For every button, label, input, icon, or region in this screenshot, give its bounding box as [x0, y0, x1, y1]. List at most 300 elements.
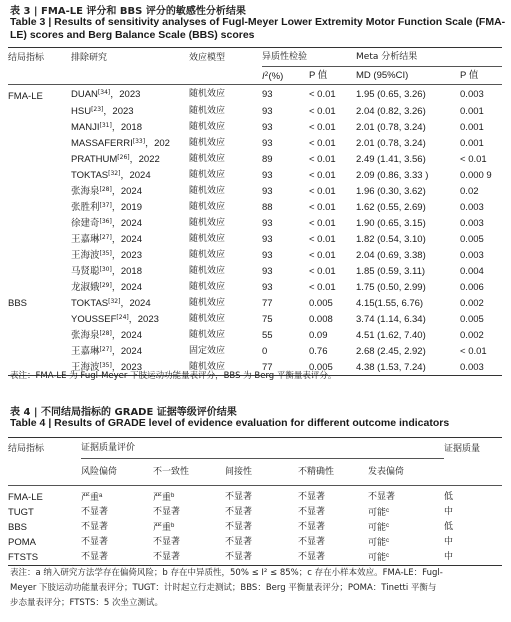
t3-study-ref: [36] [99, 218, 112, 225]
t4-header-quality: 证据质量 [444, 444, 481, 454]
t4-header-indirectness: 间接性 [225, 466, 253, 477]
t4-publication-cell [368, 505, 444, 520]
t3-outcome-cell [8, 199, 71, 215]
t3-i2-cell: 93 [262, 233, 273, 245]
table-row [8, 520, 502, 535]
t3-p-meta-cell: < 0.01 [460, 153, 487, 165]
t3-study-ref: [30] [99, 266, 112, 273]
t3-model-cell: 随机效应 [189, 137, 226, 148]
t4-inconsistency-cell [153, 520, 225, 535]
t3-study-name: 王嘉琳 [71, 234, 100, 245]
t3-i2-cell: 55 [262, 329, 273, 341]
t3-p-het-cell: < 0.01 [309, 217, 336, 229]
t3-study-ref: [31] [99, 122, 112, 129]
t3-model-cell: 随机效应 [189, 201, 226, 212]
t4-imprecision-cell-text: 不显著 [298, 537, 326, 547]
t4-quality-cell-text: 中 [444, 537, 454, 547]
t3-study-name: DUAN [71, 89, 98, 100]
t3-md-cell: 3.74 (1.14, 6.34) [356, 313, 426, 325]
t3-i2-cell: 93 [262, 121, 273, 133]
t3-study-year: 2023 [119, 89, 141, 100]
t4-inconsistency-cell-text: 不显著 [153, 507, 181, 517]
t3-outcome-cell [8, 167, 71, 183]
t3-p-meta-cell: 0.000 9 [460, 169, 492, 181]
t4-risk-cell [81, 505, 153, 520]
t3-header-p-meta: P 值 [460, 70, 479, 81]
t3-study-name: 张海泉 [71, 330, 100, 341]
t3-model-cell: 固定效应 [189, 345, 226, 356]
t3-p-het-cell: < 0.01 [309, 88, 336, 100]
table-row [8, 295, 502, 311]
t3-outcome-cell [8, 151, 71, 167]
t4-imprecision-cell-text: 不显著 [298, 552, 326, 562]
t3-study-ref: [35] [99, 362, 112, 369]
table-row [8, 103, 502, 119]
t3-outcome-cell [8, 311, 71, 327]
t3-p-het-cell: 0.76 [309, 345, 328, 357]
t3-header-i2-sup: 2 [264, 70, 269, 78]
t3-p-het-cell: < 0.01 [309, 153, 336, 165]
t3-study-cell: 王嘉琳[27]，2024 [71, 234, 142, 245]
t3-p-meta-cell: < 0.01 [460, 345, 487, 357]
t3-study-name: MANJI [71, 122, 100, 133]
t3-md-cell: 1.82 (0.54, 3.10) [356, 233, 426, 245]
table-row [8, 199, 502, 215]
t3-md-cell: 1.62 (0.55, 2.69) [356, 201, 426, 213]
t4-publication-cell-text: 可能 [368, 508, 387, 518]
t3-md-cell: 2.01 (0.78, 3.24) [356, 137, 426, 149]
t4-risk-cell [81, 520, 153, 535]
t3-model-cell: 随机效应 [189, 313, 226, 324]
t3-study-name: 龙淑娥 [71, 282, 100, 293]
t3-p-het-cell: < 0.01 [309, 249, 336, 261]
t4-quality-cell-text: 中 [444, 507, 454, 517]
t3-p-meta-cell: 0.003 [460, 249, 484, 261]
table3-caption-cn: 表 3 | FMA-LE 评分和 BBS 评分的敏感性分析结果 [10, 6, 246, 17]
t3-md-cell: 1.95 (0.65, 3.26) [356, 88, 426, 100]
t3-study-ref: [32] [108, 170, 121, 177]
t3-model-cell: 随机效应 [189, 233, 226, 244]
t3-p-meta-cell: 0.003 [460, 217, 484, 229]
t4-imprecision-cell-text: 不显著 [298, 492, 326, 502]
t3-p-meta-cell: 0.003 [460, 201, 484, 213]
t3-p-meta-cell: 0.02 [460, 185, 479, 197]
t3-study-cell: TOKTAS[32]，2024 [71, 170, 151, 181]
t3-md-cell: 4.51 (1.62, 7.40) [356, 329, 426, 341]
t3-header-meta: Meta 分析结果 [356, 48, 502, 67]
t4-inconsistency-cell-text: 严重 [153, 523, 172, 533]
t3-study-name: PRATHUM [71, 154, 118, 165]
t4-inconsistency-cell-sup: b [171, 523, 175, 529]
t3-i2-cell: 93 [262, 169, 273, 181]
t3-outcome-cell [8, 119, 71, 135]
t3-i2-cell: 93 [262, 281, 273, 293]
t3-i2-cell: 93 [262, 265, 273, 277]
t4-publication-cell [368, 486, 444, 506]
t4-quality-cell-text: 低 [444, 492, 454, 502]
t3-md-cell: 2.68 (2.45, 2.92) [356, 345, 426, 357]
t4-inconsistency-cell-text: 严重 [153, 493, 172, 503]
t4-quality-cell-text: 低 [444, 522, 454, 532]
t3-study-cell: 龙淑娥[29]，2024 [71, 282, 142, 293]
table-row [8, 311, 502, 327]
t4-risk-cell [81, 550, 153, 566]
t4-inconsistency-cell-sup: b [171, 493, 175, 499]
t3-model-cell: 随机效应 [189, 169, 226, 180]
t3-md-cell: 4.15(1.55, 6.76) [356, 297, 424, 309]
t4-inconsistency-cell-text: 不显著 [153, 537, 181, 547]
t3-md-cell: 4.38 (1.53, 7.24) [356, 361, 426, 373]
t4-outcome-cell [8, 520, 81, 535]
t3-p-het-cell: < 0.01 [309, 233, 336, 245]
t3-model-cell: 随机效应 [189, 249, 226, 260]
t4-publication-cell [368, 550, 444, 566]
t4-header-inconsistency: 不一致性 [153, 466, 190, 477]
t3-model-cell: 随机效应 [189, 153, 226, 164]
t3-study-cell: MASSAFERRI[33]，202 [71, 138, 170, 149]
t3-study-year: 2024 [120, 346, 142, 357]
t3-study-ref: [28] [99, 330, 112, 337]
table3 [8, 47, 502, 376]
t4-outcome-cell-text: FTSTS [8, 551, 39, 563]
table-row [8, 550, 502, 566]
t3-outcome-cell: BBS [8, 297, 28, 309]
t4-header-risk: 风险偏倚 [81, 466, 118, 477]
t3-study-ref: [27] [99, 234, 112, 241]
t4-publication-cell-text: 可能 [368, 523, 387, 533]
t4-risk-cell [81, 535, 153, 550]
t3-study-ref: [27] [99, 346, 112, 353]
t3-study-cell: 王嘉琳[27]，2024 [71, 346, 142, 357]
t4-publication-cell [368, 520, 444, 535]
t3-p-het-cell: < 0.01 [309, 185, 336, 197]
t4-risk-cell-sup: a [99, 493, 103, 499]
t3-header-md: MD (95%CI) [356, 70, 409, 81]
t4-quality-cell [444, 520, 502, 535]
t3-i2-cell: 89 [262, 153, 273, 165]
t3-md-cell: 2.09 (0.86, 3.33 ) [356, 169, 429, 181]
t3-study-ref: [35] [99, 250, 112, 257]
table-row [8, 263, 502, 279]
t3-p-het-cell: < 0.01 [309, 281, 336, 293]
t4-publication-cell-text: 可能 [368, 553, 387, 563]
t3-study-ref: [33] [132, 138, 146, 145]
t4-outcome-cell-text: POMA [8, 536, 36, 548]
t3-outcome-cell [8, 263, 71, 279]
t3-study-year: 2024 [120, 218, 142, 229]
t3-header-heterogeneity: 异质性检验 [262, 48, 356, 67]
t4-outcome-cell-text: FMA-LE [8, 491, 43, 503]
t3-study-name: 徐建奇 [71, 218, 100, 229]
t4-risk-cell-text: 不显著 [81, 522, 109, 532]
t4-imprecision-cell [298, 550, 368, 566]
t4-outcome-cell [8, 505, 81, 520]
t3-study-name: 王嘉琳 [71, 346, 100, 357]
table4-note-line3: 步态量表评分；FTSTS：5 次坐立测试。 [10, 598, 164, 608]
t4-imprecision-cell-text: 不显著 [298, 507, 326, 517]
t3-study-cell: TOKTAS[32]，2024 [71, 298, 151, 309]
t3-i2-cell: 93 [262, 105, 273, 117]
t3-p-meta-cell: 0.001 [460, 137, 484, 149]
table-row [8, 343, 502, 359]
t3-outcome-cell [8, 343, 71, 359]
t3-study-year: 2024 [120, 282, 142, 293]
table-row [8, 231, 502, 247]
t3-model-cell: 随机效应 [189, 281, 226, 292]
table4-caption-en: Table 4 | Results of GRADE level of evidence evaluation for different outcome indicators [10, 417, 450, 429]
t3-i2-cell: 93 [262, 137, 273, 149]
t3-p-meta-cell: 0.002 [460, 329, 484, 341]
t4-imprecision-cell [298, 520, 368, 535]
t3-study-year: 2024 [129, 298, 151, 309]
t3-outcome-cell [8, 279, 71, 295]
t3-study-cell: HSU[23]，2023 [71, 106, 134, 117]
t3-p-het-cell: < 0.01 [309, 265, 336, 277]
t4-outcome-cell-text: TUGT [8, 506, 34, 518]
t4-risk-cell-text: 严重 [81, 493, 100, 503]
table-row [8, 505, 502, 520]
t4-indirectness-cell-text: 不显著 [225, 507, 253, 517]
t4-quality-cell [444, 535, 502, 550]
t3-study-ref: [24] [116, 314, 129, 321]
t4-quality-cell [444, 505, 502, 520]
t3-study-year: 2023 [120, 362, 142, 373]
t4-inconsistency-cell [153, 535, 225, 550]
t4-imprecision-cell [298, 535, 368, 550]
t3-model-cell: 随机效应 [189, 217, 226, 228]
t3-p-het-cell: < 0.01 [309, 169, 336, 181]
t3-i2-cell: 93 [262, 185, 273, 197]
t3-study-name: MASSAFERRI [71, 138, 133, 149]
t3-i2-cell: 93 [262, 249, 273, 261]
t3-study-name: TOKTAS [71, 298, 109, 309]
t4-inconsistency-cell [153, 505, 225, 520]
t4-indirectness-cell-text: 不显著 [225, 552, 253, 562]
t3-p-meta-cell: 0.002 [460, 297, 484, 309]
t3-study-year: 2022 [138, 154, 160, 165]
table-row [8, 119, 502, 135]
t4-publication-cell-text: 不显著 [368, 492, 396, 502]
t3-outcome-cell [8, 327, 71, 343]
t3-outcome-cell [8, 183, 71, 199]
t3-model-cell: 随机效应 [189, 105, 226, 116]
t3-study-cell: 王海波[35]，2023 [71, 250, 142, 261]
t3-p-het-cell: 0.09 [309, 329, 328, 341]
t4-imprecision-cell [298, 505, 368, 520]
t3-study-name: 张海泉 [71, 186, 100, 197]
t3-header-i2-unit: (%) [268, 70, 284, 82]
t4-outcome-cell [8, 550, 81, 566]
t3-study-year: 2019 [120, 202, 142, 213]
t3-header-p-het: P 值 [309, 70, 328, 81]
t3-study-year: 2018 [120, 266, 142, 277]
table4-caption-cn: 表 4 | 不同结局指标的 GRADE 证据等级评价结果 [10, 407, 237, 418]
t4-outcome-cell [8, 486, 81, 506]
t4-header-imprecision: 不精确性 [298, 466, 335, 477]
t3-outcome-cell [8, 135, 71, 151]
table-row [8, 486, 502, 506]
t4-risk-cell-text: 不显著 [81, 507, 109, 517]
t3-model-cell: 随机效应 [189, 121, 226, 132]
t3-p-meta-cell: 0.001 [460, 121, 484, 133]
t3-study-cell: PRATHUM[26]，2022 [71, 154, 160, 165]
t4-imprecision-cell-text: 不显著 [298, 522, 326, 532]
t4-risk-cell [81, 486, 153, 506]
t3-study-year: 2023 [112, 106, 134, 117]
t3-p-het-cell: < 0.01 [309, 121, 336, 133]
table-row [8, 247, 502, 263]
t3-p-het-cell: 0.008 [309, 313, 333, 325]
table4 [8, 437, 502, 566]
t3-model-cell: 随机效应 [189, 185, 226, 196]
t3-study-year: 2024 [129, 170, 151, 181]
t3-study-ref: [28] [99, 186, 112, 193]
t4-publication-cell [368, 535, 444, 550]
t3-md-cell: 1.90 (0.65, 3.15) [356, 217, 426, 229]
table3-note: 表注：FMA-LE 为 Fugl-Meyer 下肢运动功能量表评分，BBS 为 Berg 平衡量表评分。 [10, 371, 337, 381]
table-row [8, 327, 502, 343]
table4-note-line2: Meyer 下肢运动功能量表评分；TUGT：计时起立行走测试；BBS：Berg 平衡量表评分；POMA：Tinetti 平衡与 [10, 583, 437, 593]
t3-p-meta-cell: 0.005 [460, 313, 484, 325]
t3-study-name: 马贤聪 [71, 266, 100, 277]
table-row [8, 167, 502, 183]
t3-study-name: HSU [71, 106, 92, 117]
t4-indirectness-cell [225, 520, 298, 535]
t3-md-cell: 2.01 (0.78, 3.24) [356, 121, 426, 133]
t4-publication-cell-sup: c [386, 553, 390, 559]
t3-study-year: 2024 [120, 330, 142, 341]
t3-study-ref: [29] [99, 282, 112, 289]
t3-model-cell: 随机效应 [189, 265, 226, 276]
t3-p-het-cell: 0.005 [309, 297, 333, 309]
t4-indirectness-cell-text: 不显著 [225, 537, 253, 547]
t3-header-outcome: 结局指标 [8, 53, 45, 63]
t4-publication-cell-sup: c [386, 508, 390, 514]
t3-study-cell: MANJI[31]，2018 [71, 122, 142, 133]
t3-study-year: 2023 [137, 314, 159, 325]
table-row [8, 151, 502, 167]
t4-header-publication: 发表偏倚 [368, 466, 405, 477]
t3-p-het-cell: < 0.01 [309, 105, 336, 117]
t3-study-ref: [23] [91, 106, 104, 113]
t3-study-year: 202 [154, 138, 170, 149]
t3-model-cell: 随机效应 [189, 88, 226, 99]
t3-study-name: 王海波 [71, 250, 100, 261]
t3-study-ref: [32] [108, 298, 121, 305]
t4-publication-cell-sup: c [386, 538, 390, 544]
t3-study-ref: [26] [117, 154, 130, 161]
t4-risk-cell-text: 不显著 [81, 552, 109, 562]
t3-study-cell: 王海波[35]，2023 [71, 362, 142, 373]
t3-p-meta-cell: 0.005 [460, 233, 484, 245]
t3-outcome-cell [8, 247, 71, 263]
t4-imprecision-cell [298, 486, 368, 506]
t3-p-het-cell: 0.005 [309, 361, 333, 373]
t4-risk-cell-text: 不显著 [81, 537, 109, 547]
t3-i2-cell: 75 [262, 313, 273, 325]
t4-indirectness-cell [225, 486, 298, 506]
t3-p-meta-cell: 0.004 [460, 265, 484, 277]
t3-study-cell: YOUSSEF[24]，2023 [71, 314, 159, 325]
t3-header-i2-letter: I [262, 70, 265, 82]
t4-quality-cell-text: 中 [444, 552, 454, 562]
t4-indirectness-cell [225, 550, 298, 566]
t3-p-meta-cell: 0.003 [460, 88, 484, 100]
table4-note-line1: 表注：a 纳入研究方法学存在偏倚风险；b 存在中异质性，50% ≤ I² ≤ 85%；c 存在小样本效应。FMA-LE：Fugl- [10, 568, 443, 578]
t3-study-name: TOKTAS [71, 170, 109, 181]
t3-study-year: 2024 [120, 186, 142, 197]
t4-indirectness-cell-text: 不显著 [225, 492, 253, 502]
t3-md-cell: 1.85 (0.59, 3.11) [356, 265, 426, 277]
table3-caption-en-line2: LE) scores and Berg Balance Scale (BBS) scores [10, 29, 255, 41]
t3-p-meta-cell: 0.001 [460, 105, 484, 117]
t3-md-cell: 1.75 (0.50, 2.99) [356, 281, 426, 293]
t4-publication-cell-sup: c [386, 523, 390, 529]
t3-header-excluded: 排除研究 [71, 53, 108, 63]
t3-model-cell: 随机效应 [189, 329, 226, 340]
t4-inconsistency-cell [153, 550, 225, 566]
t4-outcome-cell-text: BBS [8, 521, 28, 533]
t3-study-cell: 张海泉[28]，2024 [71, 186, 142, 197]
table3-caption-en-line1: Table 3 | Results of sensitivity analyses of Fugl-Meyer Lower Extremity Motor Function Scale (FMA- [10, 16, 506, 28]
t3-model-cell: 随机效应 [189, 297, 226, 308]
table-row [8, 279, 502, 295]
t4-inconsistency-cell-text: 不显著 [153, 552, 181, 562]
table-row [8, 183, 502, 199]
t3-study-cell: 徐建奇[36]，2024 [71, 218, 142, 229]
t3-study-cell: 张胜利[37]，2019 [71, 202, 142, 213]
t3-i2-cell: 0 [262, 345, 268, 357]
t3-outcome-cell: FMA-LE [8, 91, 43, 102]
t3-study-year: 2023 [120, 250, 142, 261]
t3-header-model: 效应模型 [189, 53, 226, 63]
t3-study-ref: [34] [97, 89, 111, 96]
t3-study-name: 张胜利 [71, 202, 100, 213]
t3-p-het-cell: < 0.01 [309, 201, 336, 213]
table-row [8, 215, 502, 231]
t4-indirectness-cell [225, 505, 298, 520]
t3-md-cell: 2.04 (0.69, 3.38) [356, 249, 426, 261]
table-row [8, 135, 502, 151]
t4-header-outcome: 结局指标 [8, 444, 45, 454]
t3-i2-cell: 93 [262, 88, 273, 100]
t3-header-i2 [262, 67, 309, 85]
t4-indirectness-cell-text: 不显著 [225, 522, 253, 532]
t3-md-cell: 2.04 (0.82, 3.26) [356, 105, 426, 117]
t4-inconsistency-cell [153, 486, 225, 506]
t3-outcome-cell [8, 231, 71, 247]
t3-study-ref: [37] [99, 202, 112, 209]
t3-study-year: 2018 [120, 122, 142, 133]
t3-study-year: 2024 [120, 234, 142, 245]
t3-study-cell: 马贤聪[30]，2018 [71, 266, 142, 277]
t4-quality-cell [444, 486, 502, 506]
t4-publication-cell-text: 可能 [368, 538, 387, 548]
t3-i2-cell: 77 [262, 297, 273, 309]
t3-study-name: YOUSSEF [71, 314, 117, 325]
table-row [8, 535, 502, 550]
t4-header-evidence: 证据质量评价 [81, 438, 444, 459]
t3-study-cell: DUAN[34]，2023 [71, 89, 141, 100]
t3-p-meta-cell: 0.006 [460, 281, 484, 293]
t3-p-het-cell: < 0.01 [309, 137, 336, 149]
t3-study-name: 王海波 [71, 362, 100, 373]
t3-study-cell: 张海泉[28]，2024 [71, 330, 142, 341]
t3-model-cell: 随机效应 [189, 361, 226, 372]
t3-md-cell: 1.96 (0.30, 3.62) [356, 185, 426, 197]
t3-outcome-cell [8, 215, 71, 231]
t3-i2-cell: 93 [262, 217, 273, 229]
